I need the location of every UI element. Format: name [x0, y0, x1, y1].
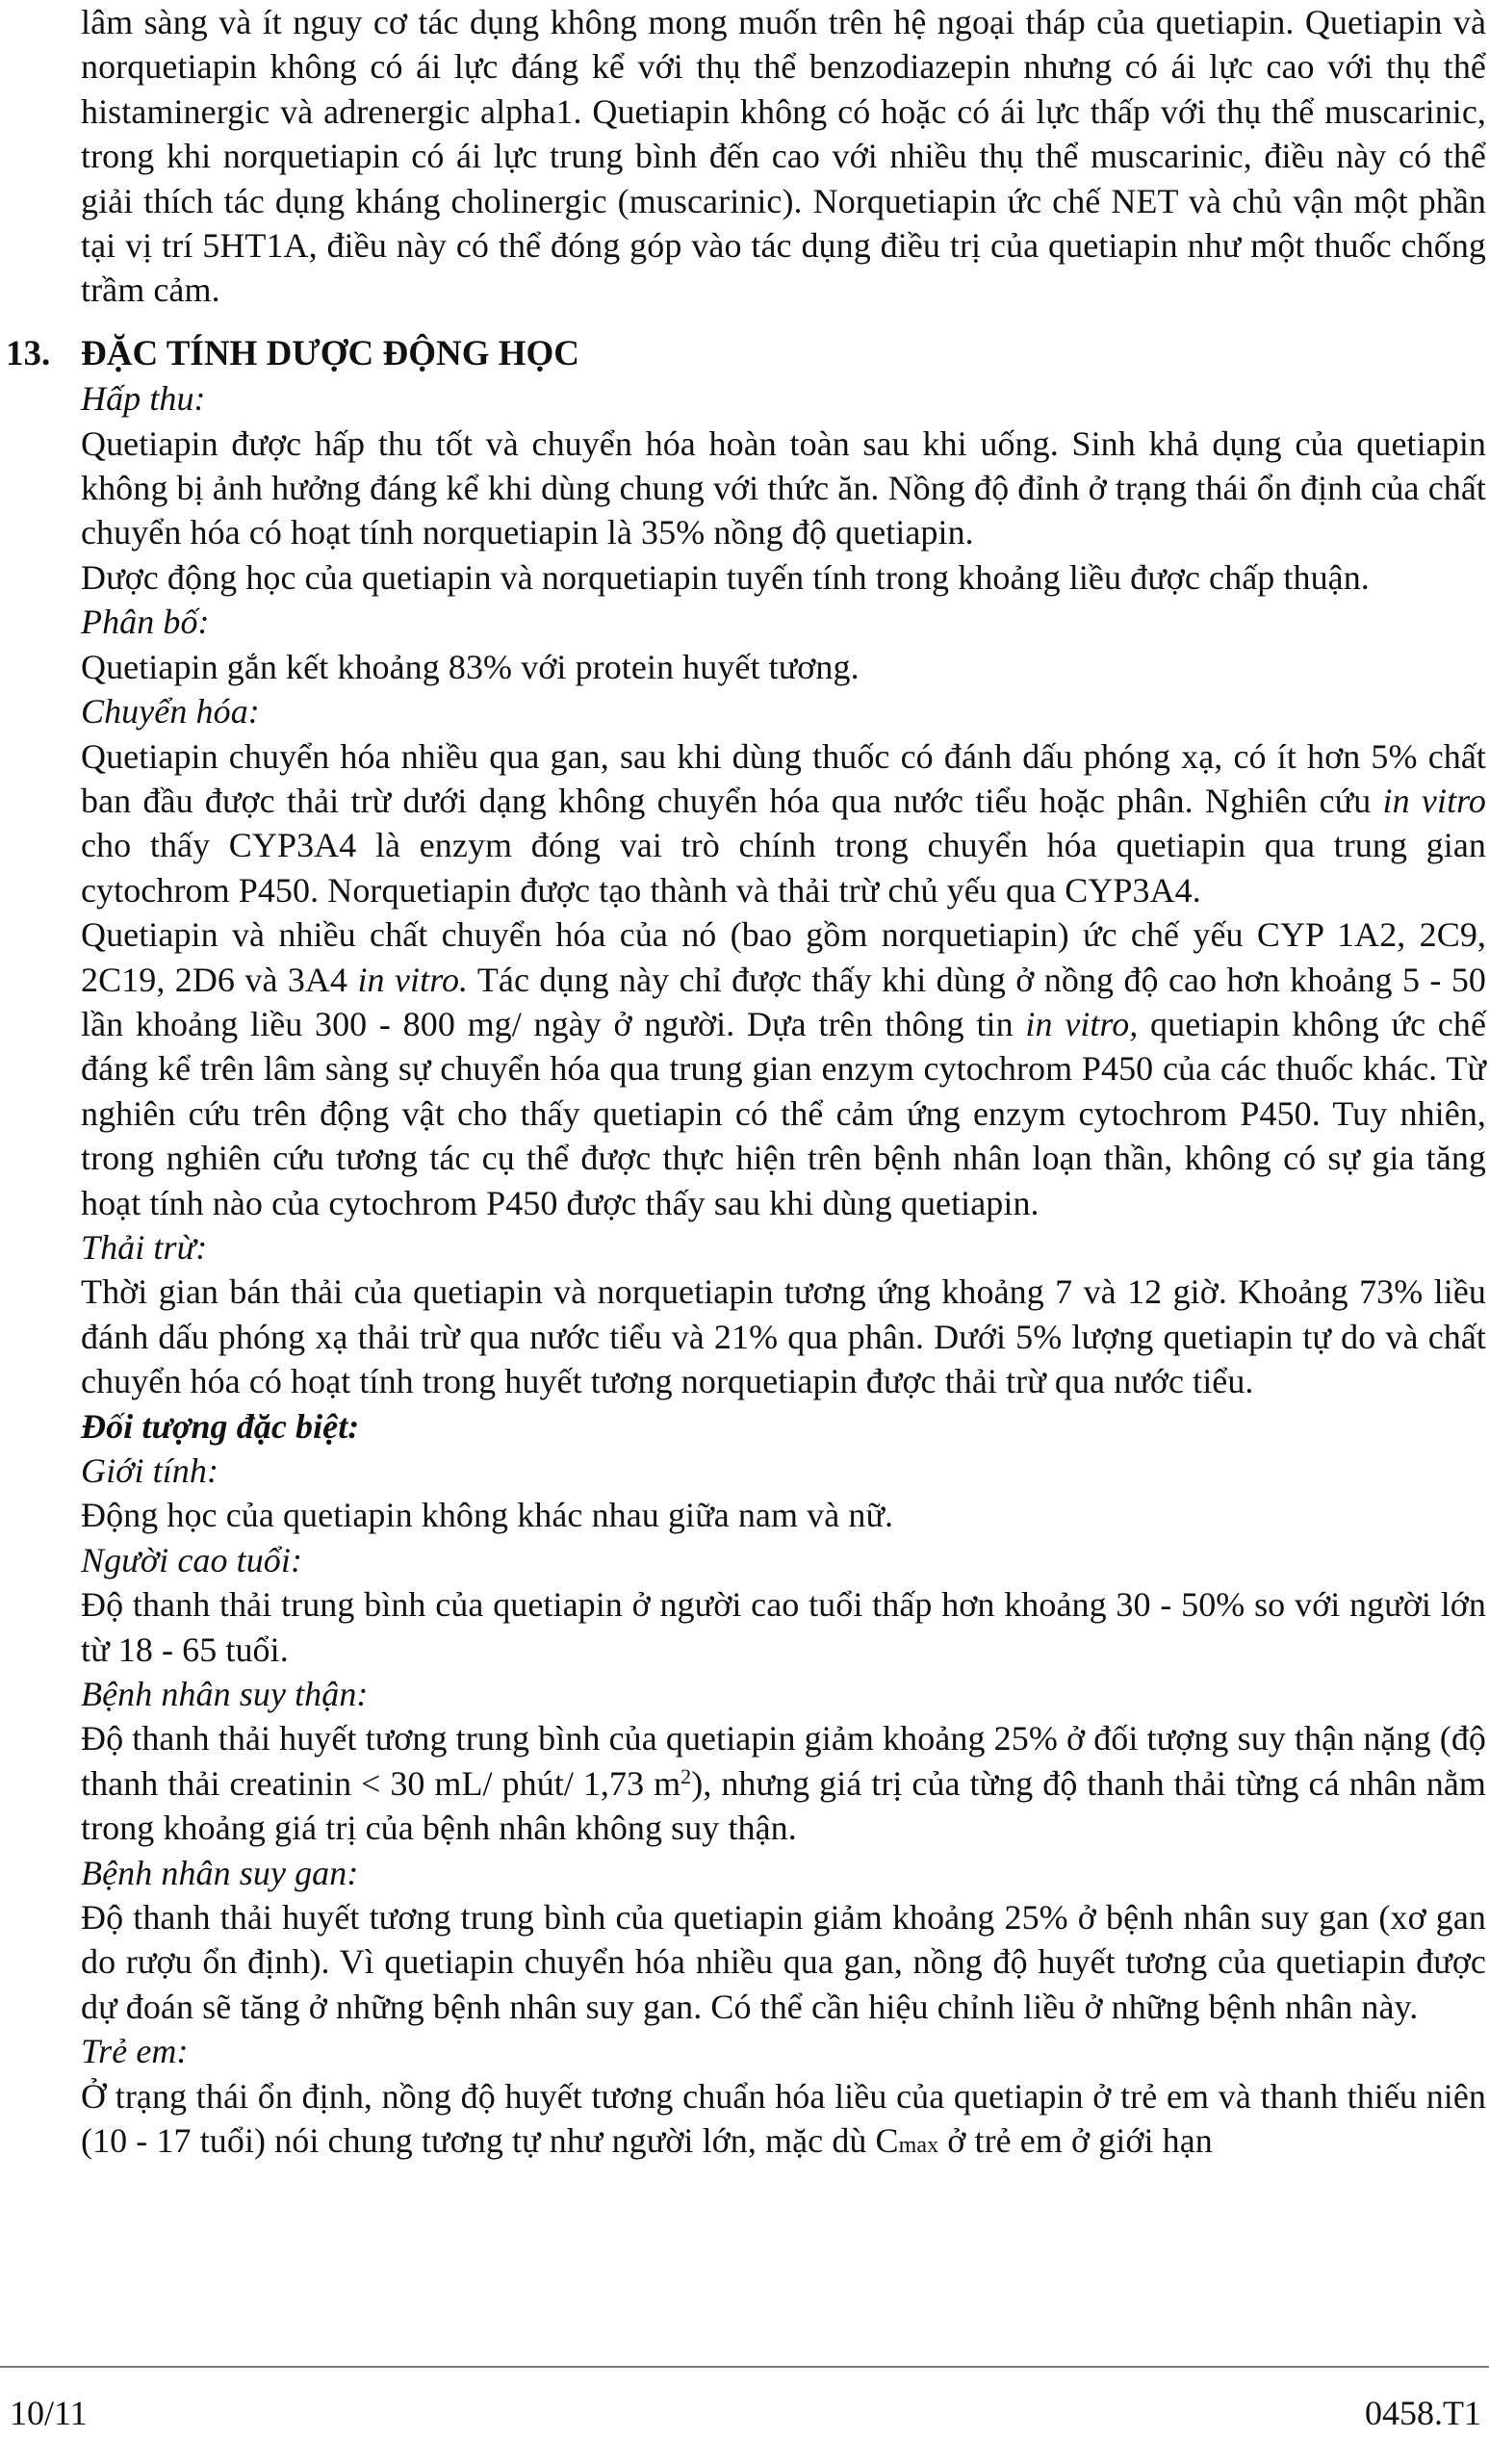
page-number: 10/11 [10, 2394, 88, 2432]
footer-divider [0, 2366, 1489, 2368]
superscript: 2 [680, 1763, 692, 1788]
absorption-label: Hấp thu: [81, 379, 206, 419]
text-run: Quetiapin chuyển hóa nhiều qua gan, sau khi dùng thuốc có đánh dấu phóng xạ, có ít hơn 5% chất ban đầu được thải trừ dưới dạng không chuyển hóa qua nước tiểu hoặc phân. Nghiên cứu [81, 736, 1486, 820]
gender-paragraph: Động học của quetiapin không khác nhau giữa nam và nữ. [81, 1496, 894, 1535]
distribution-paragraph: Quetiapin gắn kết khoảng 83% với protein huyết tương. [81, 647, 860, 686]
text-run: cho thấy CYP3A4 là enzym đóng vai trò chính trong chuyển hóa quetiapin qua trung gian cytochrom P450. Norquetiapin được tạo thành và thải trừ chủ yếu qua CYP3A4. [81, 826, 1486, 910]
elderly-paragraph: Độ thanh thải trung bình của quetiapin ở người cao tuổi thấp hơn khoảng 30 - 50% so với người lớn từ 18 - 65 tuổi. [81, 1585, 1486, 1669]
intro-paragraph: lâm sàng và ít nguy cơ tác dụng không mong muốn trên hệ ngoại tháp của quetiapin. Quetiapin và norquetiapin không có ái lực đáng kể với thụ thể benzodiazepin nhưng có ái lực cao với thụ thể histaminergic và adrenergic alpha1. Quetiapin không có hoặc có ái lực thấp với thụ thể muscarinic, trong khi norquetiapin có ái lực trung bình đến cao với nhiều thụ thể muscarinic, điều này có thể giải thích tác dụng kháng cholinergic (muscarinic). Norquetiapin ức chế NET và chủ vận một phần tại vị trí 5HT1A, điều này có thể đóng góp vào tác dụng điều trị của quetiapin như một thuốc chống trầm cảm. [81, 3, 1486, 310]
subscript: max [898, 2133, 939, 2159]
section-number: 13. [6, 333, 51, 373]
document-page [6, 0, 1486, 2169]
elderly-label: Người cao tuổi: [81, 1540, 303, 1579]
text-run: Độ thanh thải huyết tương trung bình của quetiapin giảm khoảng 25% ở đối tượng suy thận nặng (độ thanh thải creatinin < 30 mL/ phút/ 1,73 m [81, 1719, 1486, 1803]
elimination-label: Thải trừ: [81, 1227, 208, 1267]
text-run: Ở trạng thái ổn định, nồng độ huyết tương chuẩn hóa liều của quetiapin ở trẻ em và thanh thiếu niên (10 - 17 tuổi) nói chung tương tự như người lớn, mặc dù C [81, 2076, 1486, 2161]
text-run: ), nhưng giá trị của từng độ thanh thải từng cá nhân nằm trong khoảng giá trị của bệnh nhân không suy thận. [81, 1763, 1486, 1848]
metabolism-label: Chuyển hóa: [81, 692, 260, 732]
renal-impairment-paragraph [81, 1716, 1486, 1850]
section-heading [6, 332, 1486, 376]
text-run: ở trẻ em ở giới hạn [938, 2121, 1213, 2161]
in-vitro-term: in vitro [1382, 781, 1486, 820]
text-run: Tác dụng này chỉ được thấy khi dùng ở nồng độ cao hơn khoảng 5 - 50 lần khoảng liều 300 - 800 mg/ ngày ở người. Dựa trên thông tin [81, 960, 1486, 1043]
distribution-label: Phân bố: [81, 603, 210, 642]
children-label: Trẻ em: [81, 2032, 189, 2071]
metabolism-paragraph-2 [81, 912, 1486, 1225]
special-populations-label: Đối tượng đặc biệt: [81, 1406, 360, 1446]
in-vitro-term: in vitro, [1025, 1004, 1139, 1043]
document-code: 0458.T1 [1365, 2394, 1481, 2432]
metabolism-paragraph-1 [81, 734, 1486, 913]
absorption-linearity-paragraph: Dược động học của quetiapin và norquetiapin tuyến tính trong khoảng liều được chấp thuận. [81, 557, 1370, 597]
text-run: Quetiapin và nhiều chất chuyển hóa của nó (bao gồm norquetiapin) ức chế yếu CYP 1A2, 2C9, 2C19, 2D6 và 3A4 [81, 915, 1486, 999]
hepatic-impairment-label: Bệnh nhân suy gan: [81, 1853, 359, 1892]
gender-label: Giới tính: [81, 1451, 219, 1490]
in-vitro-term: in vitro. [357, 960, 469, 999]
absorption-paragraph: Quetiapin được hấp thu tốt và chuyển hóa hoàn toàn sau khi uống. Sinh khả dụng của quetiapin không bị ảnh hưởng đáng kể khi dùng chung với thức ăn. Nồng độ đỉnh ở trạng thái ổn định của chất chuyển hóa có hoạt tính norquetiapin là 35% nồng độ quetiapin. [81, 424, 1486, 552]
children-paragraph [81, 2074, 1486, 2169]
hepatic-impairment-paragraph: Độ thanh thải huyết tương trung bình của quetiapin giảm khoảng 25% ở bệnh nhân suy gan (xơ gan do rượu ổn định). Vì quetiapin chuyển hóa nhiều qua gan, nồng độ huyết tương của quetiapin được dự đoán sẽ tăng ở những bệnh nhân suy gan. Có thể cần hiệu chỉnh liều ở những bệnh nhân này. [81, 1898, 1486, 2026]
renal-impairment-label: Bệnh nhân suy thận: [81, 1675, 369, 1714]
elimination-paragraph: Thời gian bán thải của quetiapin và norquetiapin tương ứng khoảng 7 và 12 giờ. Khoảng 73% liều đánh dấu phóng xạ thải trừ qua nước tiểu và 21% qua phân. Dưới 5% lượng quetiapin tự do và chất chuyển hóa có hoạt tính trong huyết tương norquetiapin được thải trừ qua nước tiểu. [81, 1272, 1486, 1401]
section-title: ĐẶC TÍNH DƯỢC ĐỘNG HỌC [81, 333, 580, 373]
text-run: quetiapin không ức chế đáng kể trên lâm sàng sự chuyển hóa qua trung gian enzym cytochrom P450 của các thuốc khác. Từ nghiên cứu trên động vật cho thấy quetiapin có thể cảm ứng enzym cytochrom P450. Tuy nhiên, trong nghiên cứu tương tác cụ thể được thực hiện trên bệnh nhân loạn thần, không có sự gia tăng hoạt tính nào của cytochrom P450 được thấy sau khi dùng quetiapin. [81, 1004, 1486, 1222]
